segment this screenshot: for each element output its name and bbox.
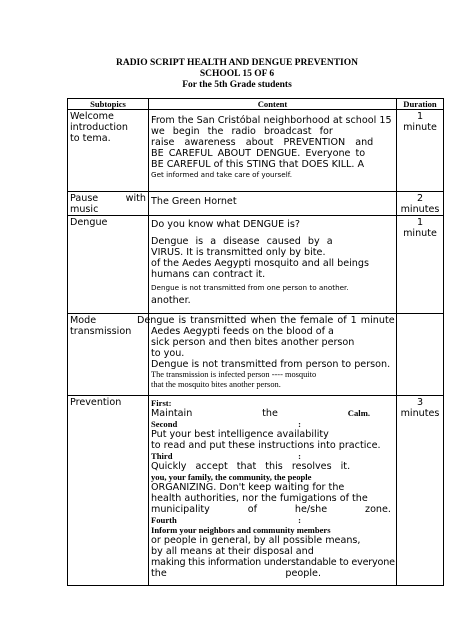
content-line: Third : [151, 451, 301, 461]
subtopic-cell: Prevention [68, 396, 149, 586]
school-title: SCHOOL 15 OF 6 [199, 69, 275, 79]
content-line: health authorities, nor the fumigations of the [151, 493, 368, 504]
content-line: The Green Hornet [151, 196, 237, 207]
content-line: Dengue is transmitted when the female of 1 minute [137, 315, 395, 326]
duration-cell: 1 minute [397, 110, 444, 192]
content-cell [137, 314, 397, 396]
content-line: Aedes Aegypti feeds on the blood of a [151, 326, 334, 337]
table-row [68, 216, 444, 314]
content-line: Dengue is not transmitted from one person to another. [151, 283, 349, 292]
content-line: Maintain the Calm. [151, 408, 370, 419]
subtopic-text: Mode transmission [70, 315, 132, 337]
content-line: raise awareness about PREVENTION and [151, 137, 374, 148]
subtopic-cell: Dengue [68, 216, 149, 314]
content-line: Get informed and take care of yourself. [151, 170, 293, 179]
table-row [68, 110, 444, 192]
content-line: Quickly accept that this resolves it. [151, 461, 351, 472]
content-line: municipality of he/she zone. [151, 504, 391, 515]
content-line: another. [151, 295, 191, 306]
content-line: BE CAREFUL of this STING that DOES KILL. A [151, 159, 365, 170]
content-line: of the Aedes Aegypti mosquito and all beings [151, 258, 369, 269]
content-line: Dengue is a disease caused by a [151, 236, 333, 247]
content-line: Second : [151, 419, 301, 429]
content-line: by all means at their disposal and [151, 546, 314, 557]
content-line: making this information understandable to everyone [151, 557, 395, 568]
content-line: First: [151, 398, 172, 408]
table-row [68, 192, 444, 216]
content-line: ORGANIZING. Don't keep waiting for the [151, 482, 345, 493]
content-line: VIRUS. It is transmitted only by bite. [151, 247, 326, 258]
subtopic-text: Pause with music [70, 193, 146, 215]
content-line: the people. [151, 568, 321, 579]
subtopic-text: Welcome introduction to tema. [70, 111, 128, 144]
content-line: Fourth : [151, 515, 301, 525]
content-line: that the mosquito bites another person. [151, 380, 281, 389]
content-line: Dengue is not transmitted from person to person. [151, 359, 391, 370]
content-line: humans can contract it. [151, 269, 266, 280]
duration-cell [397, 314, 444, 396]
content-line: sick person and then bites another person [151, 337, 355, 348]
table-row [68, 314, 444, 396]
document-title: RADIO SCRIPT HEALTH AND DENGUE PREVENTION [115, 58, 359, 68]
duration-cell: 3 minutes [397, 396, 444, 586]
script-table [67, 98, 444, 586]
content-cell [149, 216, 397, 314]
content-line: or people in general, by all possible means, [151, 535, 361, 546]
content-line: Put your best intelligence availability [151, 429, 329, 440]
content-cell [149, 192, 397, 216]
duration-cell: 1 minute [397, 216, 444, 314]
subtopic-cell [68, 192, 149, 216]
content-cell [149, 110, 397, 192]
column-header-duration: Duration [397, 99, 444, 110]
content-line: we begin the radio broadcast for [151, 126, 333, 137]
content-line: Do you know what DENGUE is? [151, 219, 300, 230]
content-line: The transmission is infected person ---- mosquito [151, 370, 317, 379]
column-header-subtopics: Subtopics [68, 99, 149, 110]
audience-title: For the 5th Grade students [182, 80, 292, 90]
content-line: you, your family, the community, the people [151, 472, 312, 482]
duration-cell: 2 minutes [397, 192, 444, 216]
content-line: From the San Cristóbal neighborhood at school 15 [151, 115, 392, 126]
content-line: Inform your neighbors and community members [151, 525, 331, 535]
table-row [68, 396, 444, 586]
column-header-content: Content [149, 99, 397, 110]
content-cell [149, 396, 397, 586]
table-header-row [68, 99, 444, 110]
content-line: to you. [151, 348, 185, 359]
content-line: BE CAREFUL ABOUT DENGUE. Everyone to [151, 148, 366, 159]
content-line: to read and put these instructions into practice. [151, 440, 381, 451]
subtopic-cell [68, 110, 149, 192]
